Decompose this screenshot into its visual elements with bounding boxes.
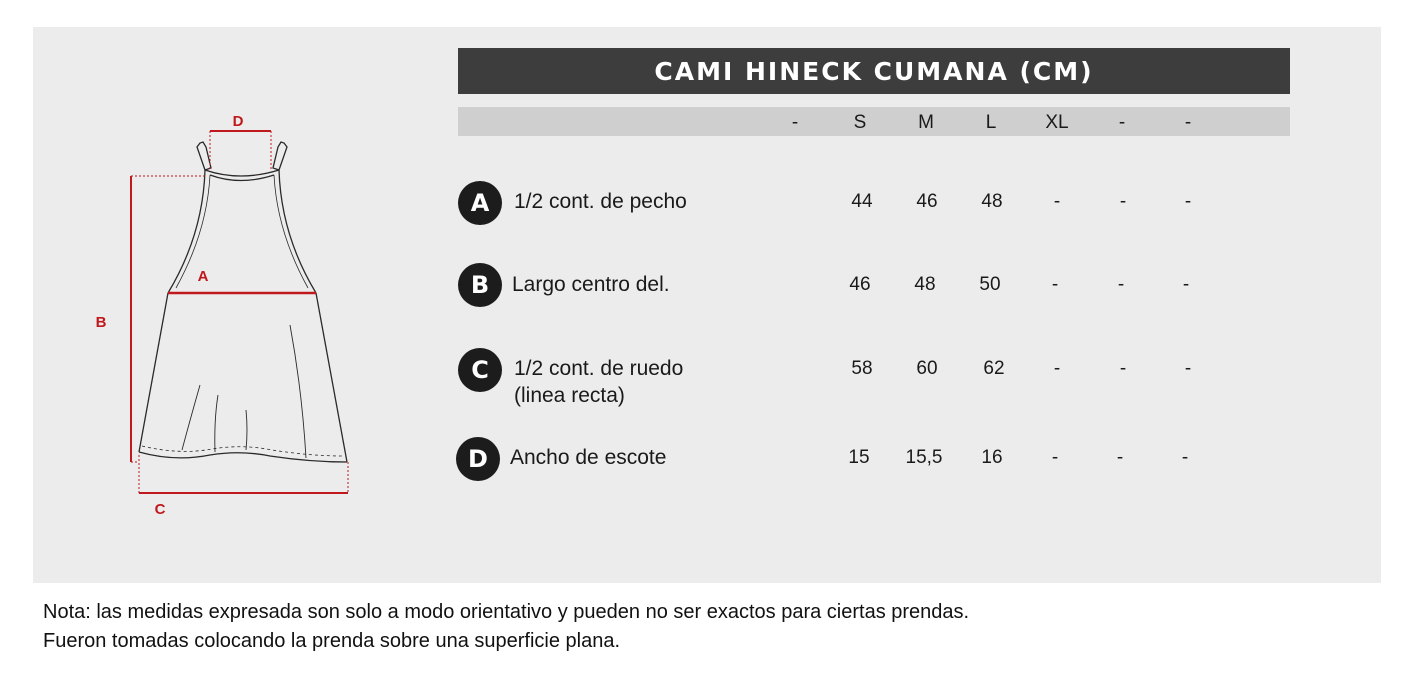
value-cell: 46 — [849, 274, 871, 295]
value-cell: 48 — [914, 274, 936, 295]
value-cell: 50 — [979, 274, 1001, 295]
size-header-cell: S — [853, 112, 867, 133]
measurement-label: Largo centro del. — [512, 273, 670, 296]
value-cell: 15 — [848, 447, 870, 468]
table-title: CAMI HINECK CUMANA (CM) — [458, 48, 1290, 94]
diagram-label-d: D — [232, 113, 244, 130]
badge-b: B — [458, 263, 502, 307]
size-header-cell: - — [791, 112, 799, 133]
diagram-label-b: B — [95, 314, 107, 331]
value-cell: - — [1116, 447, 1124, 468]
footnote — [43, 598, 969, 656]
value-cell: - — [1051, 447, 1059, 468]
value-cell: 46 — [916, 191, 938, 212]
measurement-label: Ancho de escote — [510, 446, 667, 469]
diagram-label-c: C — [154, 501, 166, 518]
value-cell: - — [1119, 191, 1127, 212]
value-cell: 16 — [981, 447, 1003, 468]
size-header-cell: - — [1184, 112, 1192, 133]
value-cell: - — [1051, 274, 1059, 295]
value-cell: - — [1181, 447, 1189, 468]
value-cell: - — [1119, 358, 1127, 379]
size-header-cell: M — [918, 112, 934, 133]
value-cell: 58 — [851, 358, 873, 379]
badge-d: D — [456, 437, 500, 481]
value-cell: 48 — [981, 191, 1003, 212]
size-header-cell: L — [985, 112, 997, 133]
value-cell: 62 — [983, 358, 1005, 379]
value-cell: 15,5 — [905, 447, 943, 468]
value-cell: - — [1117, 274, 1125, 295]
badge-a: A — [458, 181, 502, 225]
footnote-line-1: Nota: las medidas expresada son solo a modo orientativo y pueden no ser exactos para ciertas prendas. — [43, 601, 970, 623]
garment-outline — [139, 142, 347, 462]
value-cell: - — [1184, 358, 1192, 379]
value-cell: - — [1182, 274, 1190, 295]
value-cell: - — [1184, 191, 1192, 212]
footnote-line-2: Fueron tomadas colocando la prenda sobre una superficie plana. — [43, 630, 621, 652]
value-cell: - — [1053, 358, 1061, 379]
measurement-label: 1/2 cont. de ruedo — [514, 357, 684, 380]
badge-c: C — [458, 348, 502, 392]
size-header-cell: - — [1118, 112, 1126, 133]
measurement-label: 1/2 cont. de pecho — [514, 190, 687, 213]
value-cell: - — [1053, 191, 1061, 212]
diagram-label-a: A — [197, 268, 209, 285]
size-header-cell: XL — [1045, 112, 1069, 133]
value-cell: 60 — [916, 358, 938, 379]
measurement-label-line2: (linea recta) — [514, 384, 625, 407]
value-cell: 44 — [851, 191, 873, 212]
measure-lines — [131, 131, 348, 493]
